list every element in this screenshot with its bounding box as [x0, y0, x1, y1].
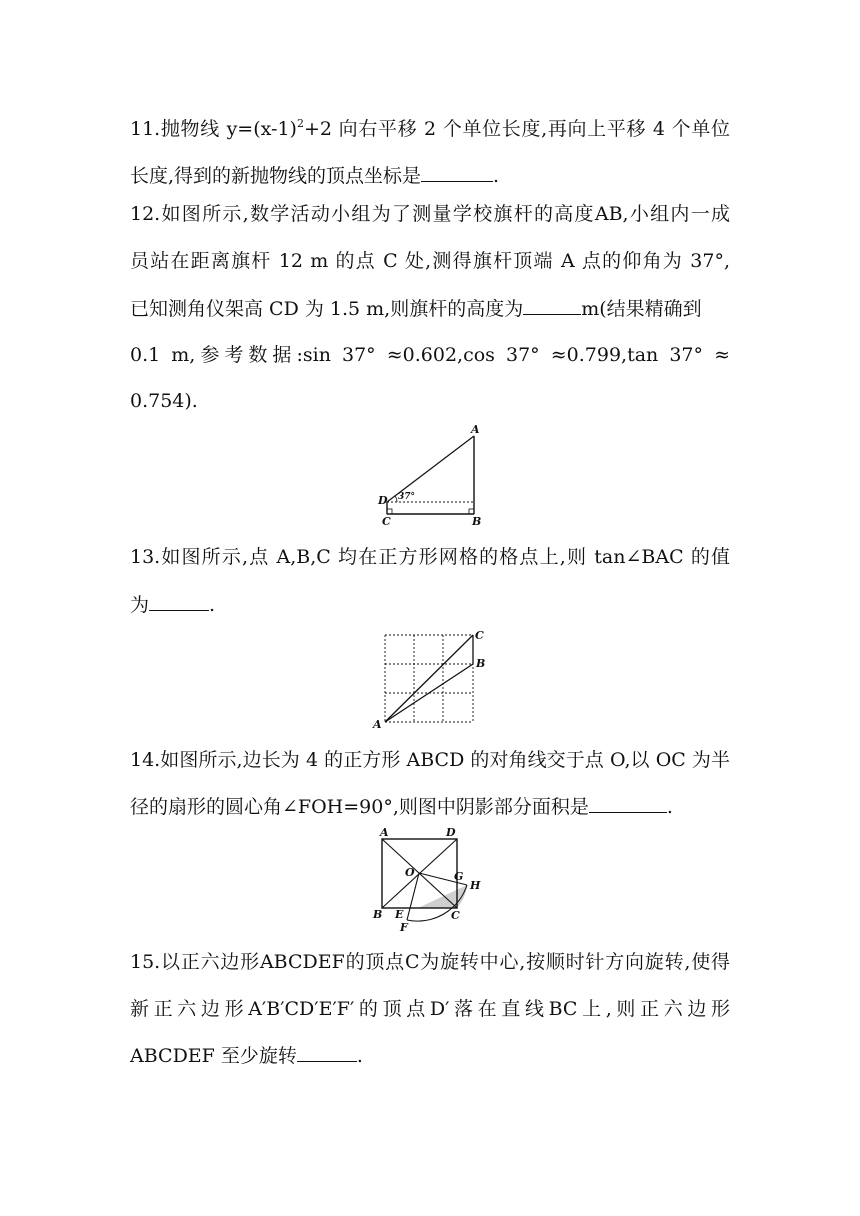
- q12-line-2: 员站在距离旗杆 12 m 的点 C 处,测得旗杆顶端 A 点的仰角为 37°,: [130, 250, 730, 272]
- label-D: D: [446, 826, 456, 839]
- q12-line-1: 12.如图所示,数学活动小组为了测量学校旗杆的高度AB,小组内一成: [130, 203, 730, 225]
- label-A: A: [380, 826, 389, 839]
- q13-line-1: 13.如图所示,点 A,B,C 均在正方形网格的格点上,则 tan∠BAC 的值: [130, 546, 730, 568]
- label-O: O: [405, 866, 415, 879]
- answer-blank: [421, 163, 493, 182]
- label-D: D: [378, 494, 388, 507]
- answer-blank: [523, 296, 581, 315]
- q15-line-3: ABCDEF 至少旋转 .: [130, 1045, 363, 1067]
- q12-line-5: 0.754).: [130, 390, 198, 412]
- label-C: C: [382, 515, 391, 528]
- label-F: F: [400, 921, 408, 934]
- label-B: B: [472, 515, 482, 528]
- grid-figure: [370, 625, 500, 730]
- label-H: H: [470, 879, 481, 892]
- label-angle: 37°: [398, 492, 416, 502]
- label-E: E: [395, 908, 404, 921]
- label-A: A: [471, 423, 480, 436]
- answer-blank: [149, 592, 209, 611]
- label-C: C: [451, 909, 460, 922]
- label-C: C: [475, 629, 484, 642]
- q14-line-2: 径的扇形的圆心角∠FOH=90°,则图中阴影部分面积是 .: [130, 796, 673, 818]
- q15-line-1: 15.以正六边形ABCDEF的顶点C为旋转中心,按顺时针方向旋转,使得: [130, 951, 730, 973]
- flagpole-figure: [370, 420, 490, 530]
- q13-line-2: 为 .: [130, 594, 216, 616]
- q12-line-4: 0.1 m,参考数据:sin 37° ≈0.602,cos 37° ≈0.799,tan 37° ≈: [130, 344, 730, 366]
- q14-line-1: 14.如图所示,边长为 4 的正方形 ABCD 的对角线交于点 O,以 OC 为半: [130, 749, 730, 771]
- label-B: B: [476, 657, 486, 670]
- answer-blank: [589, 794, 667, 813]
- square-sector-figure: [370, 825, 500, 935]
- answer-blank: [297, 1043, 357, 1062]
- label-A: A: [373, 718, 382, 731]
- label-G: G: [454, 870, 464, 883]
- q12-line-3: 已知测角仪架高 CD 为 1.5 m,则旗杆的高度为 m(结果精确到: [130, 298, 702, 320]
- q11-line-2: 长度,得到的新抛物线的顶点坐标是 .: [130, 165, 500, 187]
- q15-line-2: 新正六边形A′B′CD′E′F′的顶点D′落在直线BC上,则正六边形: [130, 998, 730, 1020]
- q11-line-1: 11.抛物线 $y=(x-1)^2+2$ 向右平移 2 个单位长度,再向上平移 4 个单位: [130, 117, 730, 140]
- label-B: B: [373, 908, 383, 921]
